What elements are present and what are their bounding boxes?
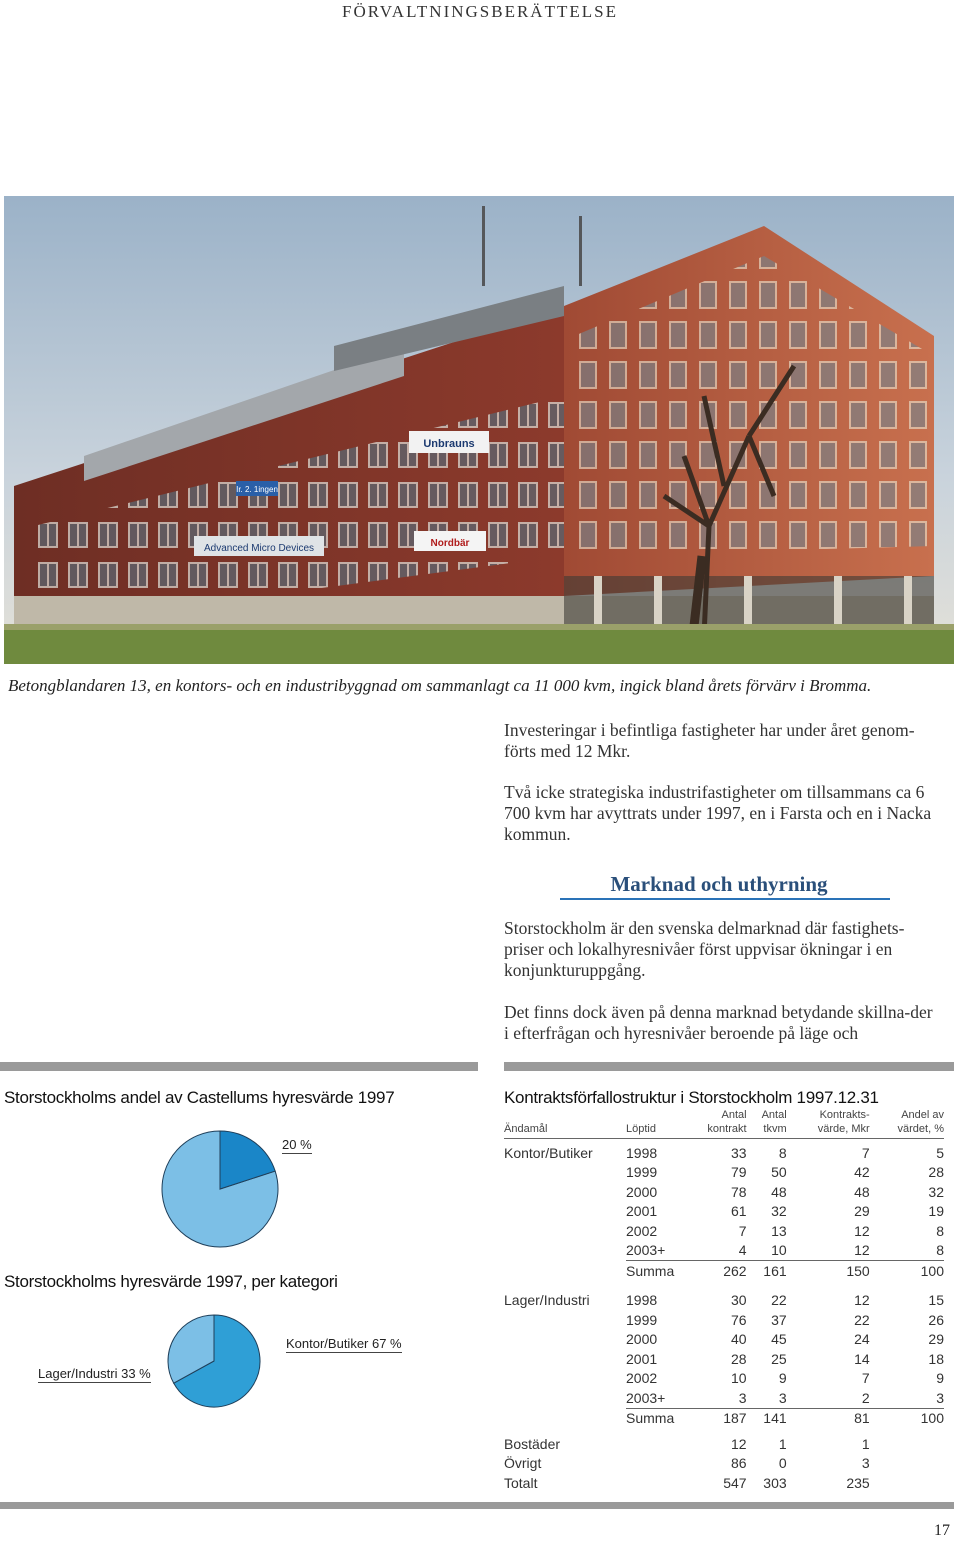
table-row [504,1349,944,1369]
sign-text-4: Ir. 2. 1ingen [236,485,278,494]
chart1-slice-label: 20 % [282,1137,312,1152]
cell-value: 14 [854,1350,870,1367]
cell-loptid: 2001 [626,1203,658,1220]
cell-loptid: 2000 [626,1331,658,1348]
table-row [504,1202,944,1222]
running-header: FÖRVALTNINGSBERÄTTELSE [342,2,618,21]
cell-value: 7 [861,1370,870,1387]
cell-value: 3 [936,1389,944,1406]
cell-value: 12 [730,1435,747,1452]
cell-sum-value: 262 [684,1261,747,1281]
cell-category: Övrigt [504,1455,542,1472]
header-andel: Andel av värdet, % [870,1108,944,1139]
photo-caption: Betongblandaren 13, en kontors- och en industribyggnad om sammanlagt ca 11 000 kvm, ingick bland årets förvärv i Bromma. [8,676,872,695]
cell-loptid: 2002 [626,1370,658,1387]
chart2-title: Storstockholms hyresvärde 1997, per kategori [4,1272,338,1291]
cell-loptid: 2003+ [626,1389,666,1406]
cell-value: 18 [928,1350,944,1367]
header-andamal: Ändamål [504,1108,626,1139]
cell-value: 9 [936,1370,944,1387]
cell-value: 13 [771,1222,787,1239]
cell-value: 50 [771,1164,787,1181]
cell-value: 7 [738,1222,747,1239]
section-heading: Marknad och uthyrning [610,872,828,896]
cell-sum-value: 187 [684,1408,747,1428]
cell-value: 15 [928,1292,944,1309]
table-row [504,1369,944,1389]
cell-value: 12 [854,1292,870,1309]
header-loptid: Löptid [626,1108,684,1139]
paragraph-investments: Investeringar i befintliga fastigheter har under året genom-förts med 12 Mkr. [504,720,915,761]
cell-value: 9 [778,1370,787,1387]
table-row [504,1287,944,1311]
cell-loptid: 1998 [626,1292,658,1309]
group-name-empty [504,1310,626,1330]
cell-value: 25 [771,1350,787,1367]
cell-sum-value: 81 [787,1408,870,1428]
cell-value: 28 [928,1164,944,1181]
cell-value: 78 [730,1183,747,1200]
chart2-pie [166,1312,262,1410]
cell-value: 3 [738,1389,747,1406]
cell-value: 235 [846,1474,870,1491]
cell-sum-label: Summa [626,1261,684,1281]
cell-loptid: 1999 [626,1164,658,1181]
cell-value: 48 [771,1183,787,1200]
group-name-empty [504,1202,626,1222]
cell-empty [626,1434,684,1454]
cell-sum-value: 100 [870,1408,944,1428]
cell-value: 1 [778,1435,787,1452]
sum-spacer [504,1261,626,1281]
header-kontraktsvarde: Kontrakts- värde, Mkr [787,1108,870,1139]
cell-value: 2 [861,1389,870,1406]
cell-value: 61 [730,1203,747,1220]
group-name: Lager/Industri [504,1292,590,1309]
table-row [504,1454,944,1474]
divider-bottom [0,1502,954,1509]
sum-spacer [504,1408,626,1428]
sign-text-2: Advanced Micro Devices [203,543,315,554]
cell-value: 22 [771,1292,787,1309]
cell-value: 8 [778,1144,787,1161]
cell-loptid: 1998 [626,1144,658,1161]
cell-value: 29 [854,1203,870,1220]
table-title: Kontraktsförfallostruktur i Storstockholm 1997.12.31 [504,1088,879,1107]
table-row [504,1139,944,1163]
table-row [504,1310,944,1330]
divider-left [0,1062,478,1071]
group-name-empty [504,1241,626,1261]
cell-sum-value: 141 [747,1408,787,1428]
table-sum-row [504,1261,944,1281]
cell-value: 76 [730,1311,747,1328]
header-antal-tkvm: Antal tkvm [747,1108,787,1139]
table-row [504,1388,944,1408]
table-header-row [504,1108,944,1139]
cell-empty [870,1473,944,1493]
cell-category: Totalt [504,1474,538,1491]
cell-loptid: 2001 [626,1350,658,1367]
paragraph-market: Storstockholm är den svenska delmarknad där fastighets-priser och lokalhyresnivåer först uppvisar ökningar i en konjunkturuppgång. [504,918,905,980]
table-row [504,1163,944,1183]
cell-value: 22 [854,1311,870,1328]
cell-value: 5 [936,1144,944,1161]
chart1-pie [160,1128,280,1250]
group-name: Kontor/Butiker [504,1144,593,1161]
cell-value: 10 [730,1370,747,1387]
cell-value: 42 [854,1164,870,1181]
cell-empty [870,1454,944,1474]
cell-value: 547 [723,1474,747,1491]
cell-value: 40 [730,1331,747,1348]
chart2-label-kontor: Kontor/Butiker 67 % [286,1336,402,1351]
cell-sum-value: 150 [787,1261,870,1281]
contract-expiry-table [504,1108,944,1493]
group-name-empty [504,1221,626,1241]
paragraph-sales: Två icke strategiska industrifastigheter om tillsammans ca 6 700 kvm har avyttrats under 1997, en i Farsta och en i Nacka kommun. [504,782,932,844]
cell-value: 12 [854,1222,870,1239]
cell-sum-value: 100 [870,1261,944,1281]
cell-loptid: 1999 [626,1311,658,1328]
cell-category: Bostäder [504,1435,561,1452]
cell-value: 8 [936,1242,944,1259]
cell-value: 10 [771,1242,787,1259]
cell-value: 26 [928,1311,944,1328]
cell-empty [626,1454,684,1474]
cell-value: 79 [730,1164,747,1181]
cell-value: 303 [763,1474,787,1491]
cell-loptid: 2002 [626,1222,658,1239]
group-name-empty [504,1163,626,1183]
cell-value: 29 [928,1331,944,1348]
sign-text-3: Nordbär [430,538,470,549]
group-name-empty [504,1349,626,1369]
cell-value: 1 [861,1435,870,1452]
cell-value: 19 [928,1203,944,1220]
cell-empty [626,1473,684,1493]
table-sum-row [504,1408,944,1428]
cell-value: 86 [730,1455,747,1472]
divider-right [504,1062,954,1071]
cell-value: 32 [771,1203,787,1220]
table-row [504,1221,944,1241]
cell-value: 28 [730,1350,747,1367]
group-name-empty [504,1182,626,1202]
cell-value: 0 [778,1455,787,1472]
page-number: 17 [934,1522,950,1539]
chart1-title: Storstockholms andel av Castellums hyresvärde 1997 [4,1088,395,1107]
building-photo [4,196,954,664]
cell-loptid: 2000 [626,1183,658,1200]
cell-value: 45 [771,1331,787,1348]
cell-value: 8 [936,1222,944,1239]
cell-sum-label: Summa [626,1408,684,1428]
chart2-label-lager: Lager/Industri 33 % [38,1366,151,1381]
cell-value: 24 [854,1331,870,1348]
cell-value: 32 [928,1183,944,1200]
cell-value: 3 [861,1455,870,1472]
cell-value: 7 [861,1144,870,1161]
cell-value: 30 [730,1292,747,1309]
section-heading-underline [560,898,890,900]
cell-value: 33 [730,1144,747,1161]
cell-value: 48 [854,1183,870,1200]
table-row [504,1330,944,1350]
cell-value: 4 [738,1242,747,1259]
paragraph-differences: Det finns dock även på denna marknad betydande skillna-der i efterfrågan och hyresnivåer beroende på läge och [504,1002,933,1043]
cell-loptid: 2003+ [626,1242,666,1259]
cell-value: 12 [854,1242,870,1259]
group-name-empty [504,1388,626,1408]
table-row [504,1182,944,1202]
table-row [504,1473,944,1493]
table-row [504,1434,944,1454]
cell-empty [870,1434,944,1454]
group-name-empty [504,1330,626,1350]
cell-sum-value: 161 [747,1261,787,1281]
group-name-empty [504,1369,626,1389]
table-row [504,1241,944,1261]
header-antal-kontrakt: Antal kontrakt [684,1108,747,1139]
cell-value: 3 [778,1389,787,1406]
cell-value: 37 [771,1311,787,1328]
sign-text-1: Unbrauns [423,438,475,450]
